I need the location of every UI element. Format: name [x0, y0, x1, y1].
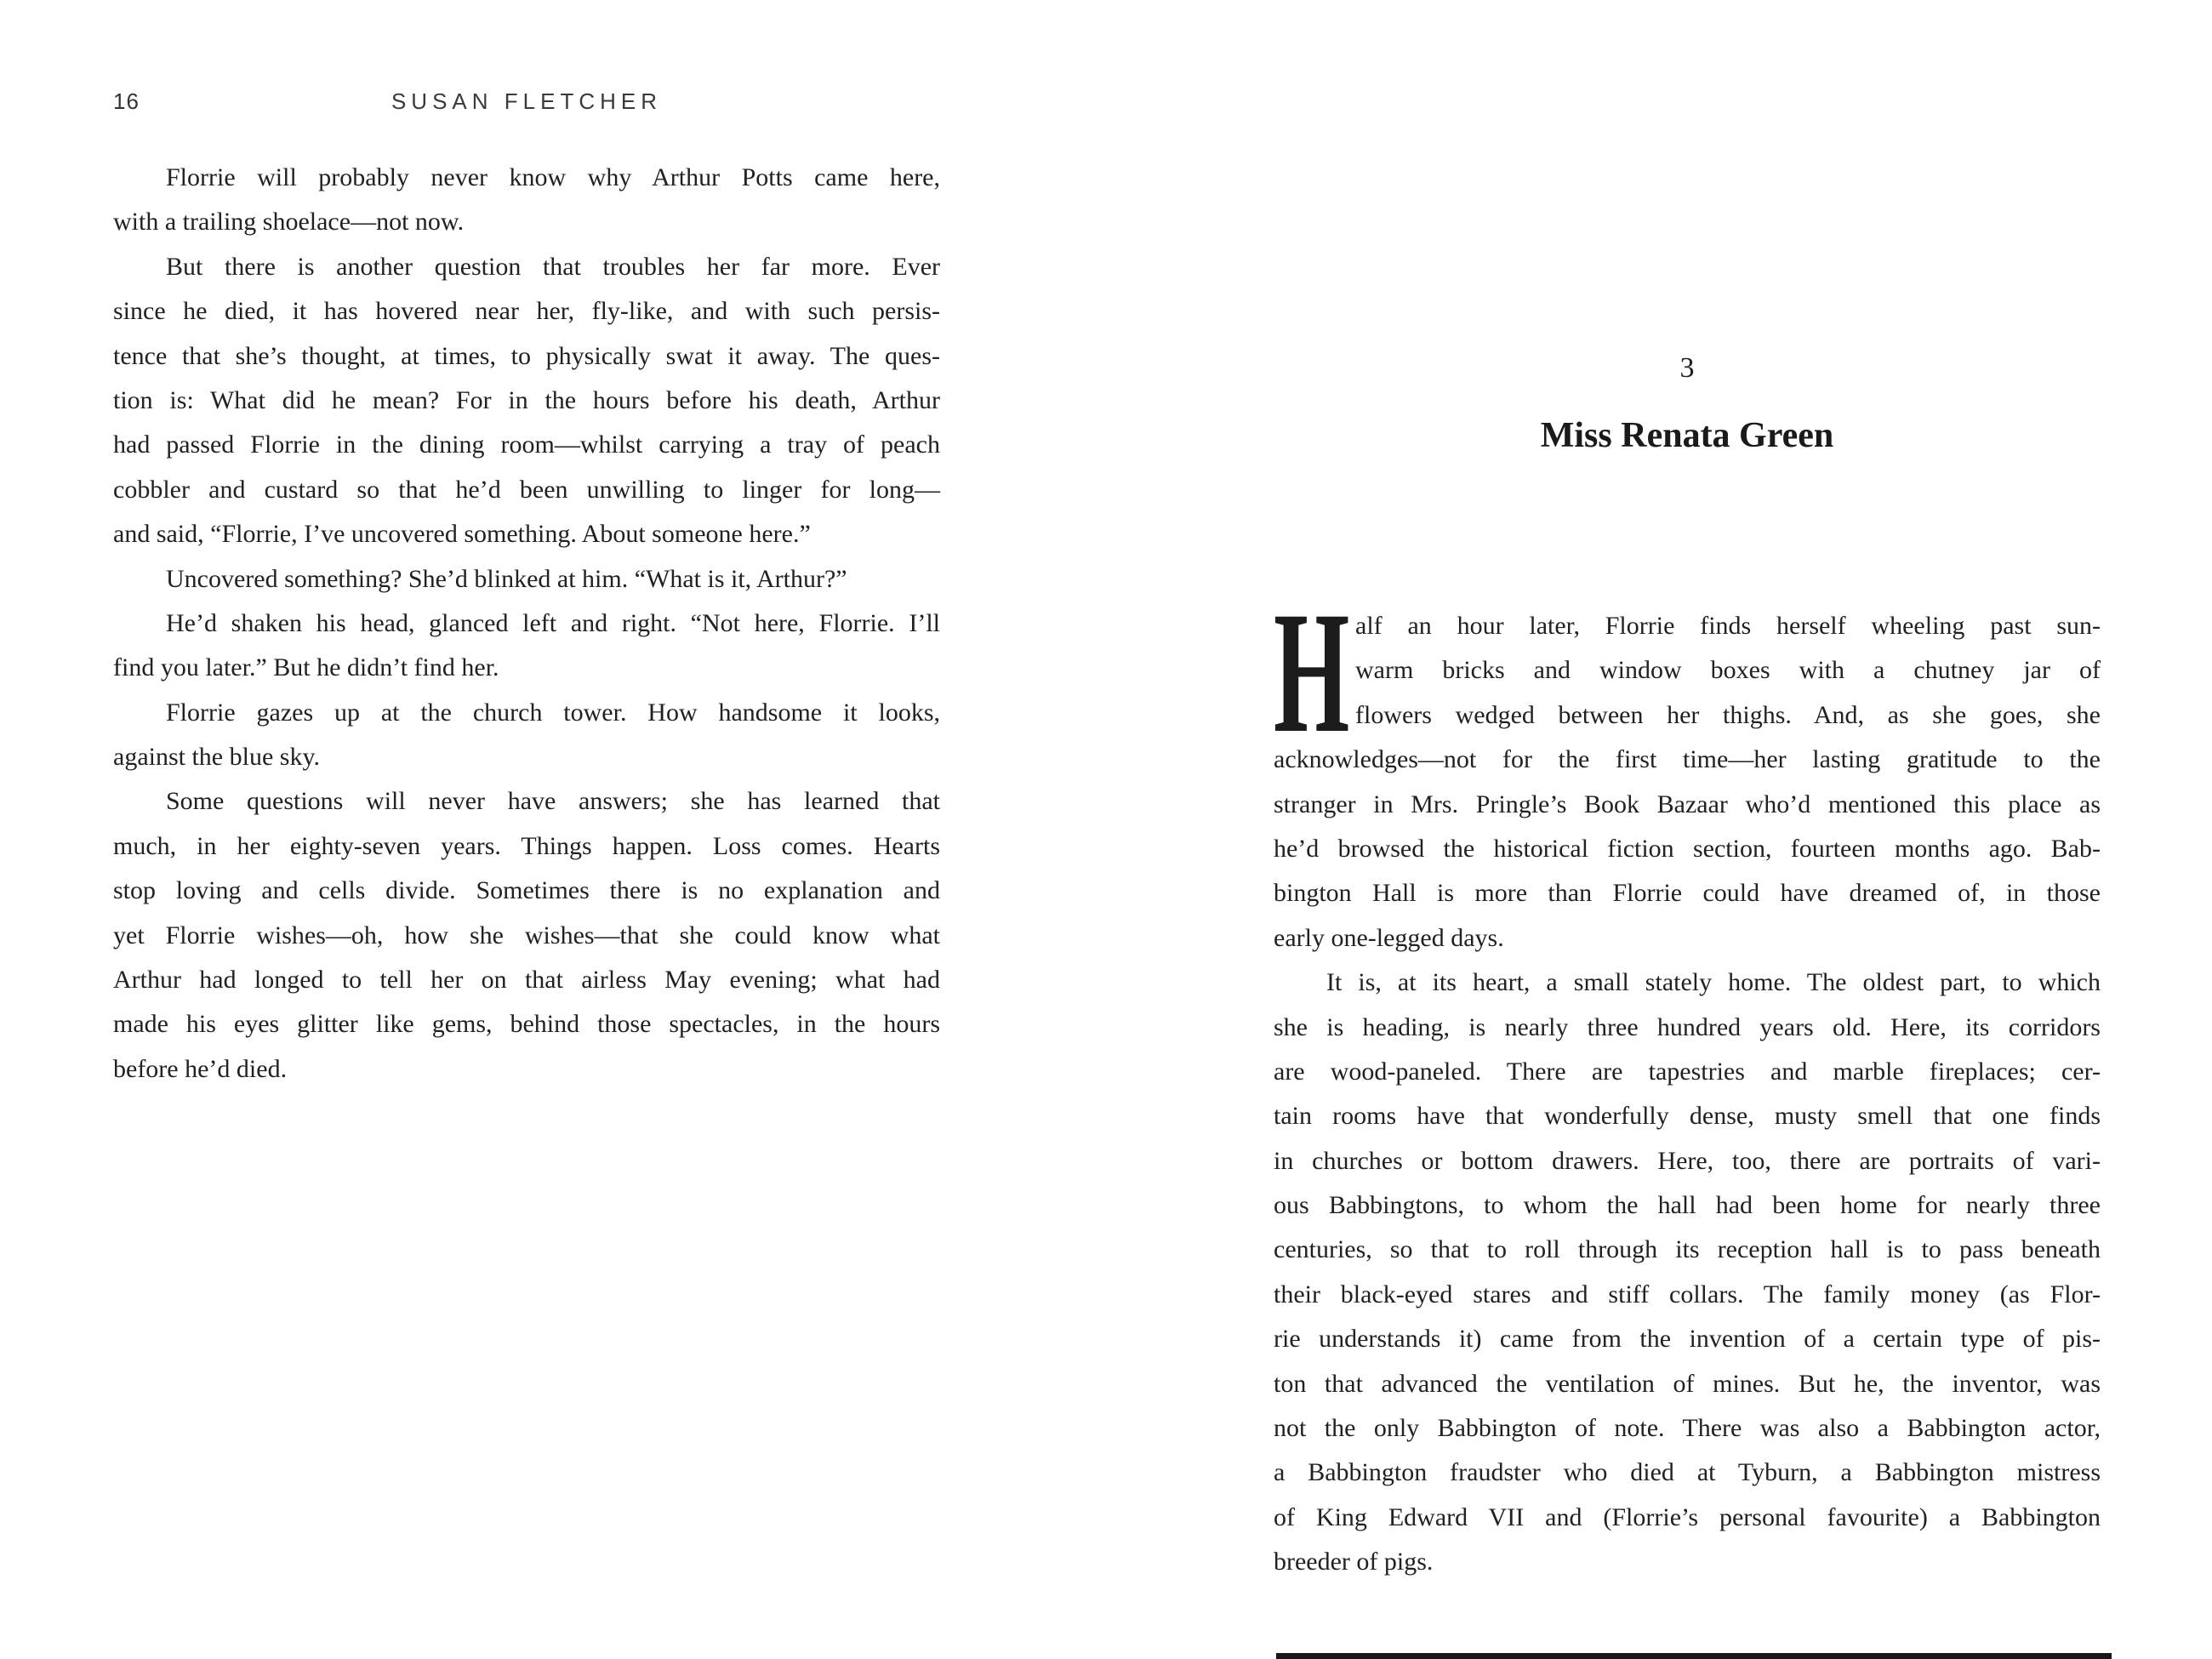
- text-line: rie understands it) came from the invention of a certain type of pis-: [1274, 1325, 2101, 1354]
- page-edge-artifact: [1276, 1653, 2112, 1659]
- text-line: tence that she’s thought, at times, to physically swat it away. The ques-: [113, 341, 940, 370]
- text-line: centuries, so that to roll through its reception hall is to pass beneath: [1274, 1235, 2101, 1264]
- text-line: she is heading, is nearly three hundred years old. Here, its corridors: [1274, 1012, 2101, 1041]
- chapter-heading: [1274, 347, 2101, 459]
- text-line: he’d browsed the historical fiction section, fourteen months ago. Bab-: [1274, 834, 2101, 863]
- text-line: stranger in Mrs. Pringle’s Book Bazaar who’d mentioned this place as: [1274, 790, 2101, 818]
- text-line: before he’d died.: [113, 1054, 288, 1083]
- running-header: SUSAN FLETCHER: [391, 88, 663, 114]
- text-line: find you later.” But he didn’t find her.: [113, 653, 499, 682]
- text-line: bington Hall is more than Florrie could have dreamed of, in those: [1274, 879, 2101, 908]
- text-line: made his eyes glitter like gems, behind those spectacles, in the hours: [113, 1010, 940, 1039]
- left-page-header: [113, 88, 940, 123]
- text-line: ton that advanced the ventilation of mines. But he, the inventor, was: [1274, 1369, 2101, 1398]
- text-line: tion is: What did he mean? For in the hours before his death, Arthur: [113, 385, 940, 414]
- text-line: Some questions will never have answers; she has learned that: [166, 787, 940, 816]
- text-line: Arthur had longed to tell her on that airless May evening; what had: [113, 966, 940, 995]
- text-line: breeder of pigs.: [1274, 1548, 1434, 1576]
- text-line: in churches or bottom drawers. Here, too, there are portraits of vari-: [1274, 1146, 2101, 1175]
- text-line: their black-eyed stares and stiff collars. The family money (as Flor-: [1274, 1280, 2101, 1308]
- text-line: Uncovered something? She’d blinked at him. “What is it, Arthur?”: [166, 564, 847, 593]
- text-line: had passed Florrie in the dining room—whilst carrying a tray of peach: [113, 430, 940, 459]
- text-line: since he died, it has hovered near her, fly-like, and with such persis-: [113, 297, 940, 326]
- text-line: He’d shaken his head, glanced left and right. “Not here, Florrie. I’ll: [166, 608, 940, 637]
- page-number: 16: [113, 88, 140, 114]
- text-line: Florrie will probably never know why Arthur Potts came here,: [166, 163, 940, 191]
- text-line: early one-legged days.: [1274, 923, 1504, 952]
- text-line: flowers wedged between her thighs. And, as she goes, she: [1355, 700, 2101, 729]
- text-line: with a trailing shoelace—not now.: [113, 208, 465, 237]
- text-line: ous Babbingtons, to whom the hall had been home for nearly three: [1274, 1191, 2101, 1220]
- drop-cap-letter: H: [1274, 576, 1350, 769]
- text-line: stop loving and cells divide. Sometimes there is no explanation and: [113, 876, 940, 905]
- text-line: tain rooms have that wonderfully dense, musty smell that one finds: [1274, 1102, 2101, 1131]
- text-line: acknowledges—not for the first time—her lasting gratitude to the: [1274, 745, 2101, 774]
- text-line: are wood-paneled. There are tapestries and marble fireplaces; cer-: [1274, 1057, 2101, 1086]
- right-page-text: [1274, 576, 2101, 1585]
- text-line: cobbler and custard so that he’d been unwilling to linger for long—: [113, 475, 940, 504]
- left-page-text: [113, 156, 940, 1092]
- text-line: yet Florrie wishes—oh, how she wishes—that she could know what: [113, 921, 940, 949]
- text-line: It is, at its heart, a small stately home. The oldest part, to which: [1326, 968, 2101, 997]
- chapter-title: Miss Renata Green: [1540, 416, 1834, 455]
- text-line: Florrie gazes up at the church tower. How handsome it looks,: [166, 698, 940, 727]
- text-line: a Babbington fraudster who died at Tyburn, a Babbington mistress: [1274, 1458, 2101, 1487]
- text-line: not the only Babbington of note. There was also a Babbington actor,: [1274, 1414, 2101, 1443]
- text-line: warm bricks and window boxes with a chutney jar of: [1355, 656, 2101, 685]
- text-line: and said, “Florrie, I’ve uncovered something. About someone here.”: [113, 520, 811, 549]
- text-line: of King Edward VII and (Florrie’s personal favourite) a Babbington: [1274, 1502, 2101, 1531]
- text-line: alf an hour later, Florrie finds herself wheeling past sun-: [1355, 612, 2101, 640]
- text-line: against the blue sky.: [113, 743, 321, 772]
- text-line: much, in her eighty-seven years. Things happen. Loss comes. Hearts: [113, 831, 940, 860]
- chapter-number: 3: [1679, 352, 1695, 384]
- text-line: But there is another question that troubles her far more. Ever: [166, 252, 940, 281]
